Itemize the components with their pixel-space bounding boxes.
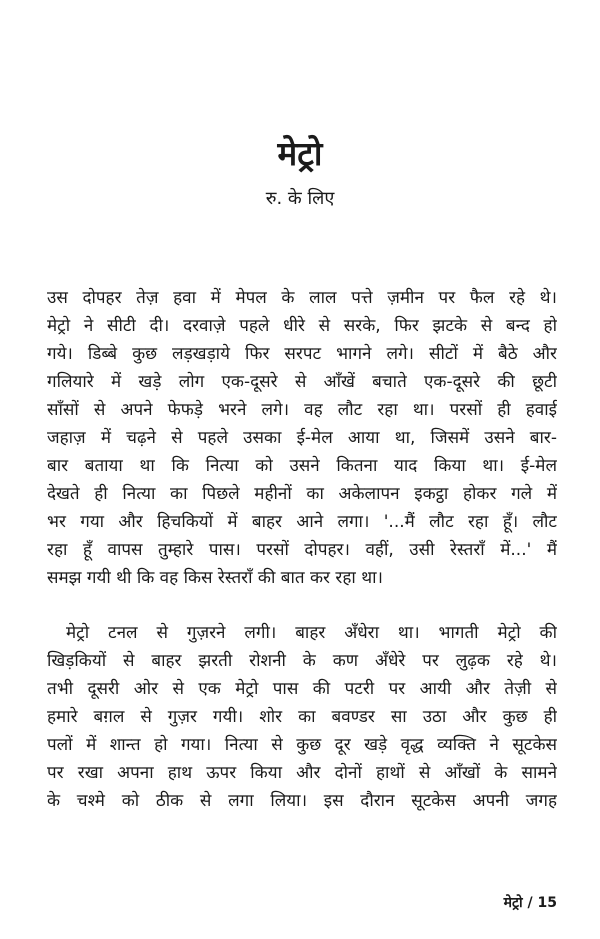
chapter-title: मेट्रो <box>277 134 323 173</box>
page-footer: मेट्रो / 15 <box>503 895 557 911</box>
dedication: रु. के लिए <box>265 188 335 209</box>
text-line: के चश्मे को ठीक से लगा लिया। इस दौरान सूटकेस अपनी जगह <box>47 791 557 811</box>
text-line: तभी दूसरी ओर से एक मेट्रो पास की पटरी पर आयी और तेज़ी से <box>47 679 557 699</box>
text-line: पर रखा अपना हाथ ऊपर किया और दोनों हाथों से आँखों के सामने <box>47 763 557 783</box>
text-line: गलियारे में खड़े लोग एक-दूसरे से आँखें बचाते एक-दूसरे की छूटी <box>47 372 557 392</box>
text-line: गये। डिब्बे कुछ लड़खड़ाये फिर सरपट भागने लगे। सीटों में बैठे और <box>47 344 557 364</box>
text-line: जहाज़ में चढ़ने से पहले उसका ई-मेल आया था, जिसमें उसने बार- <box>47 428 557 448</box>
text-line: मेट्रो ने सीटी दी। दरवाज़े पहले धीरे से सरके, फिर झटके से बन्द हो <box>47 316 557 336</box>
text-line: खिड़कियों से बाहर झरती रोशनी के कण अँधेरे पर लुढ़क रहे थे। <box>47 651 557 671</box>
text-line: देखते ही नित्या का पिछले महीनों का अकेलापन इकट्ठा होकर गले में <box>47 484 557 504</box>
text-line: रहा हूँ वापस तुम्हारे पास। परसों दोपहर। वहीं, उसी रेस्तराँ में...' मैं <box>47 540 557 560</box>
text-line: बार बताया था कि नित्या को उसने कितना याद किया था। ई-मेल <box>47 456 557 476</box>
text-line: उस दोपहर तेज़ हवा में मेपल के लाल पत्ते ज़मीन पर फैल रहे थे। <box>47 288 557 308</box>
text-line: हमारे बग़ल से गुज़र गयी। शोर का बवण्डर सा उठा और कुछ ही <box>47 707 557 727</box>
text-line: पलों में शान्त हो गया। नित्या से कुछ दूर खड़े वृद्ध व्यक्ति ने सूटकेस <box>47 735 557 755</box>
text-line: समझ गयी थी कि वह किस रेस्तराँ की बात कर रहा था। <box>47 568 383 588</box>
text-line: साँसों से अपने फेफड़े भरने लगे। वह लौट रहा था। परसों ही हवाई <box>47 400 557 420</box>
text-line: मेट्रो टनल से गुज़रने लगी। बाहर अँधेरा था। भागती मेट्रो की <box>66 623 557 643</box>
text-line: भर गया और हिचकियों में बाहर आने लगा। '...मैं लौट रहा हूँ। लौट <box>47 512 557 532</box>
